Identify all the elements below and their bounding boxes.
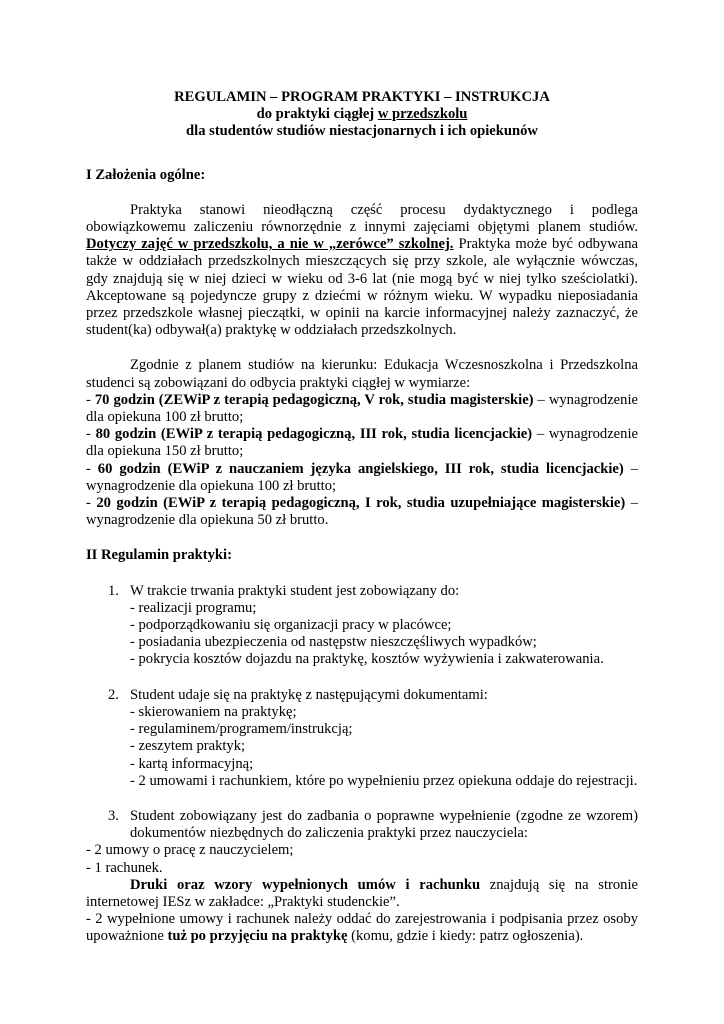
forms-note-bold: Druki oraz wzory wypełnionych umów i rachunku bbox=[130, 876, 481, 893]
hours-item bbox=[86, 495, 638, 529]
item-number: 1. bbox=[108, 582, 119, 599]
paragraph-emphasis: Dotyczy zajęć w przedszkolu, a nie w „zerówce” szkolnej. bbox=[86, 236, 454, 253]
rules-item-3 bbox=[86, 808, 638, 842]
sub-item: - skierowaniem na praktykę; bbox=[130, 703, 297, 720]
hours-rest: – wynagrodzenie dla opiekuna 100 zł brutto; bbox=[86, 391, 638, 426]
hours-item bbox=[86, 426, 638, 460]
item-text: W trakcie trwania praktyki student jest zobowiązany do: bbox=[130, 582, 460, 599]
section-1-paragraph-2: Zgodnie z planem studiów na kierunku: Edukacja Wczesnoszkolna i Przedszkolna studenci są zobowiązani do odbycia praktyki ciągłej w wymiarze: bbox=[86, 357, 638, 391]
sub-item: - pokrycia kosztów dojazdu na praktykę, kosztów wyżywienia i zakwaterowania. bbox=[130, 651, 604, 668]
sub-item: - regulaminem/programem/instrukcją; bbox=[130, 721, 353, 738]
document-item: - 1 rachunek. bbox=[86, 859, 163, 876]
item-text: Student zobowiązany jest do zadbania o poprawne wypełnienie (zgodne ze wzorem) dokumentów niezbędnych do zaliczenia praktyki przez nauczyciela: bbox=[130, 807, 638, 842]
hours-bold: 20 godzin (EWiP z terapią pedagogiczną, I rok, studia uzupełniające magisterskie) bbox=[96, 495, 626, 512]
dash: - bbox=[86, 391, 95, 408]
title-line-2-text: do praktyki ciągłej bbox=[256, 106, 378, 123]
section-2-heading: II Regulamin praktyki: bbox=[86, 547, 232, 564]
paragraph-text: Praktyka stanowi nieodłączną część procesu dydaktycznego i podlega obowiązkowemu zaliczeniu równorzędnie z innymi zajęciami objętymi planem studiów. bbox=[86, 201, 638, 236]
document-title bbox=[86, 89, 638, 141]
submission-note-text: (komu, gdzie i kiedy: patrz ogłoszenia). bbox=[347, 928, 584, 945]
rules-item-2 bbox=[86, 687, 638, 790]
hours-bold: 70 godzin (ZEWiP z terapią pedagogiczną, V rok, studia magisterskie) bbox=[94, 391, 534, 408]
dash: - bbox=[86, 460, 98, 477]
sub-item: - 2 umowami i rachunkiem, które po wypełnieniu przez opiekuna oddaje do rejestracji. bbox=[130, 772, 638, 789]
document-item: - 2 umowy o pracę z nauczycielem; bbox=[86, 842, 294, 859]
item-number: 3. bbox=[108, 807, 119, 824]
section-1-heading: I Założenia ogólne: bbox=[86, 166, 206, 183]
forms-note-text: znajdują się na stronie internetowej IESz w zakładce: „Praktyki studenckie”. bbox=[86, 876, 638, 910]
item-number: 2. bbox=[108, 686, 119, 703]
title-line-1: REGULAMIN – PROGRAM PRAKTYKI – INSTRUKCJA bbox=[174, 89, 550, 105]
submission-note-text: - 2 wypełnione umowy i rachunek należy oddać do zarejestrowania i podpisania przez osoby upoważnione bbox=[86, 911, 638, 945]
rules-item-1 bbox=[86, 583, 638, 669]
hours-rest: – wynagrodzenie dla opiekuna 150 zł brutto; bbox=[86, 426, 638, 460]
hours-list bbox=[86, 392, 638, 530]
paragraph-text: Praktyka może być odbywana także w oddziałach przedszkolnych mieszczących się przy szkole, ale wyłącznie wówczas, gdy znajdują się w niej dzieci w wieku od 3-6 lat (nie mogą być w niej tylko sześciolatki). Akceptowane są pojedyncze grupy z dziećmi w różnym wieku. W wypadku nieposiadania przez przedszkole własnej pieczątki, w opinii na karcie informacyjnej należy zaznaczyć, że student(ka) odbywał(a) praktykę w oddziałach przedszkolnych. bbox=[86, 236, 638, 339]
dash: - bbox=[86, 426, 96, 443]
submission-note-bold: tuż po przyjęciu na praktykę bbox=[167, 928, 348, 945]
sub-item: - realizacji programu; bbox=[130, 599, 257, 616]
document-page bbox=[86, 89, 638, 946]
title-line-3: dla studentów studiów niestacjonarnych i ich opiekunów bbox=[186, 123, 538, 140]
sub-item: - kartą informacyjną; bbox=[130, 755, 254, 772]
forms-note bbox=[86, 877, 638, 911]
hours-bold: 80 godzin (EWiP z terapią pedagogiczną, III rok, studia licencjackie) bbox=[95, 426, 533, 443]
sub-item: - podporządkowaniu się organizacji pracy w placówce; bbox=[130, 617, 452, 634]
sub-item: - posiadania ubezpieczenia od następstw nieszczęśliwych wypadków; bbox=[130, 634, 537, 651]
hours-rest: – wynagrodzenie dla opiekuna 100 zł brutto; bbox=[86, 460, 639, 494]
submission-note bbox=[86, 911, 638, 945]
hours-item bbox=[86, 461, 638, 495]
sub-item: - zeszytem praktyk; bbox=[130, 738, 246, 755]
hours-rest: – wynagrodzenie dla opiekuna 50 zł brutto. bbox=[86, 495, 638, 529]
item-text: Student udaje się na praktykę z następującymi dokumentami: bbox=[130, 686, 488, 703]
dash: - bbox=[86, 495, 97, 512]
hours-bold: 60 godzin (EWiP z nauczaniem języka angielskiego, III rok, studia licencjackie) bbox=[97, 460, 624, 477]
section-1-paragraph-1 bbox=[86, 202, 638, 340]
title-line-2-underlined: w przedszkolu bbox=[377, 106, 468, 123]
hours-item bbox=[86, 392, 638, 426]
title-line-2 bbox=[86, 106, 638, 123]
